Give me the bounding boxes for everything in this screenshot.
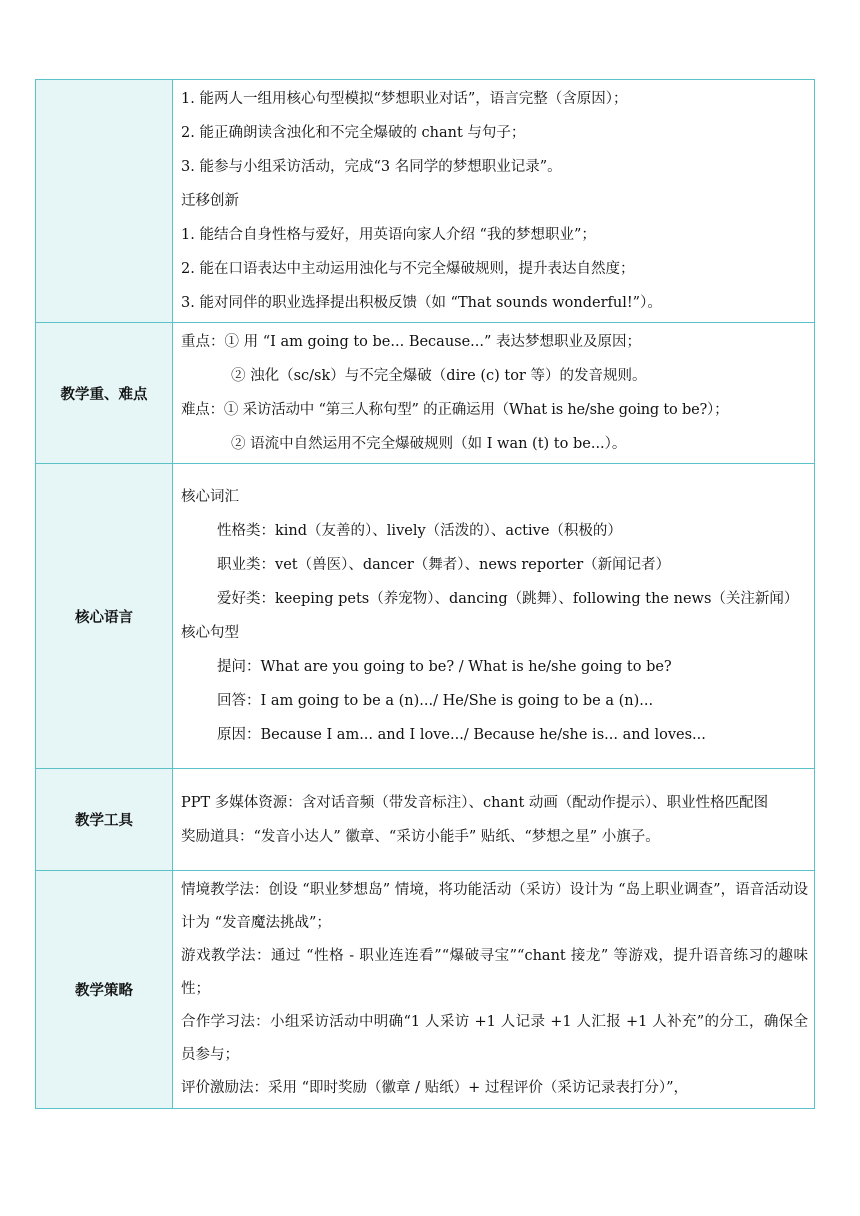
tool-line: 奖励道具：“发音小达人” 徽章、“采访小能手” 贴纸、“梦想之星” 小旗子。 [181, 828, 660, 845]
vocab-line: 职业类：vet（兽医）、dancer（舞者）、news reporter（新闻记者） [217, 557, 671, 573]
strategy-line: 游戏教学法：通过 “性格 - 职业连连看”“爆破寻宝”“chant 接龙” 等游戏，提升语音练习的趣味性； [181, 948, 808, 997]
core-language-content [173, 464, 815, 769]
teaching-tools-content [173, 769, 815, 871]
objective-line: 2. 能正确朗读含浊化和不完全爆破的 chant 与句子； [181, 125, 526, 141]
table-row-key-points [36, 323, 815, 464]
tool-line: PPT 多媒体资源：含对话音频（带发音标注）、chant 动画（配动作提示）、职业性格匹配图 [181, 794, 769, 811]
objective-line: 1. 能两人一组用核心句型模拟“梦想职业对话”，语言完整（含原因）； [181, 91, 628, 107]
key-point-line: ② 浊化（sc/sk）与不完全爆破（dire (c) tor 等）的发音规则。 [231, 368, 647, 384]
row-label: 教学工具 [36, 769, 173, 871]
row-label: 教学重、难点 [36, 323, 173, 464]
table-row-teaching-strategies [36, 871, 815, 1109]
sentence-line: 原因：Because I am... and I love.../ Because he/she is... and loves... [217, 727, 706, 743]
section-heading: 核心词汇 [181, 489, 239, 505]
sentence-line: 提问：What are you going to be? / What is he/she going to be? [217, 659, 672, 675]
strategy-line: 情境教学法：创设 “职业梦想岛” 情境，将功能活动（采访）设计为 “岛上职业调查”，语音活动设计为 “发音魔法挑战”； [181, 882, 808, 931]
section-heading: 核心句型 [181, 625, 239, 641]
key-point-line: 重点：① 用 “I am going to be... Because...” 表达梦想职业及原因； [181, 334, 642, 350]
row-label: 核心语言 [36, 464, 173, 769]
objective-line: 2. 能在口语表达中主动运用浊化与不完全爆破规则，提升表达自然度； [181, 261, 635, 277]
vocab-line: 爱好类：keeping pets（养宠物）、dancing（跳舞）、following the news（关注新闻） [217, 591, 799, 607]
objective-line: 3. 能对同伴的职业选择提出积极反馈（如 “That sounds wonderful!”）。 [181, 295, 662, 311]
teaching-strategies-content [173, 871, 815, 1109]
objective-line: 3. 能参与小组采访活动，完成“3 名同学的梦想职业记录”。 [181, 159, 562, 175]
difficulty-line: ② 语流中自然运用不完全爆破规则（如 I wan (t) to be...）。 [231, 436, 627, 452]
table-row-objectives [36, 80, 815, 323]
sentence-line: 回答：I am going to be a (n).../ He/She is going to be a (n)... [217, 693, 654, 709]
objective-line: 1. 能结合自身性格与爱好，用英语向家人介绍 “我的梦想职业”； [181, 227, 596, 243]
lesson-plan-table [35, 79, 815, 1109]
strategy-line: 合作学习法：小组采访活动中明确“1 人采访 +1 人记录 +1 人汇报 +1 人补充”的分工，确保全员参与； [181, 1014, 808, 1063]
objectives-content [173, 80, 815, 323]
difficulty-line: 难点：① 采访活动中 “第三人称句型” 的正确运用（What is he/she going to be?）； [181, 402, 729, 418]
strategy-line: 评价激励法：采用 “即时奖励（徽章 / 贴纸）+ 过程评价（采访记录表打分）”， [181, 1080, 689, 1096]
vocab-line: 性格类：kind（友善的）、lively（活泼的）、active（积极的） [217, 523, 622, 539]
row-label: 教学策略 [36, 871, 173, 1109]
table-row-core-language [36, 464, 815, 769]
row-label [36, 80, 173, 323]
key-points-content [173, 323, 815, 464]
table-row-teaching-tools [36, 769, 815, 871]
section-heading: 迁移创新 [181, 193, 239, 209]
